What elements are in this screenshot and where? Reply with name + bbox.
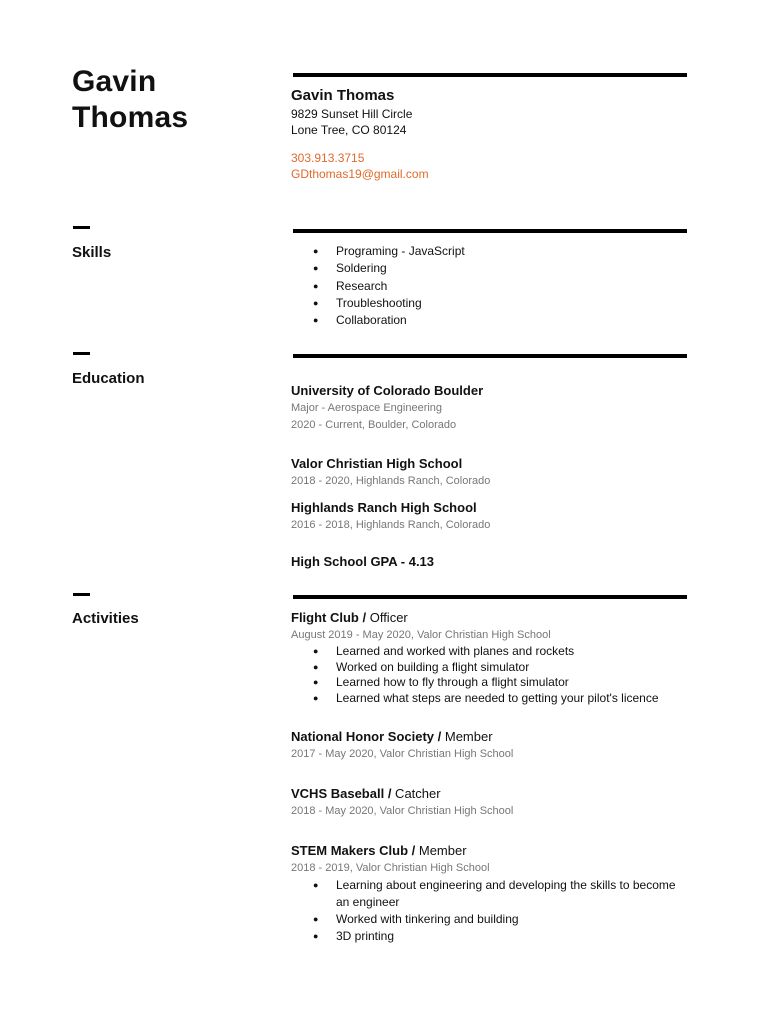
activity-meta: 2017 - May 2020, Valor Christian High School	[291, 748, 514, 760]
skill-item: ● Collaboration	[291, 312, 691, 329]
activities-heading: Activities	[72, 610, 139, 627]
activity-title	[291, 728, 691, 746]
activity-title	[291, 785, 691, 803]
phone-number[interactable]: 303.913.3715	[291, 151, 365, 165]
activity-org: Flight Club /	[291, 610, 367, 625]
contact-name: Gavin Thomas	[291, 87, 395, 104]
activity-title	[291, 609, 691, 627]
activities-dash	[73, 593, 90, 596]
education-heading: Education	[72, 370, 145, 387]
activity-org: National Honor Society /	[291, 729, 442, 744]
education-divider	[293, 354, 687, 358]
education-detail: Major - Aerospace Engineering	[291, 402, 443, 414]
activity-org: VCHS Baseball /	[291, 786, 392, 801]
skill-item: ● Programing - JavaScript	[291, 243, 691, 260]
activities-divider	[293, 595, 687, 599]
activity-bullet: ● Learned what steps are needed to getting your pilot's licence	[291, 691, 691, 707]
education-detail: 2016 - 2018, Highlands Ranch, Colorado	[291, 519, 491, 531]
first-name: Gavin	[72, 65, 157, 98]
email-link[interactable]: GDthomas19@gmail.com	[291, 167, 429, 181]
activity-bullet: ● 3D printing	[291, 928, 691, 945]
school-name: University of Colorado Boulder	[291, 383, 484, 398]
activity-entry	[291, 609, 691, 707]
activity-role: Officer	[366, 610, 408, 625]
activity-meta: 2018 - May 2020, Valor Christian High School	[291, 805, 514, 817]
activity-bullet: ● Learning about engineering and developing the skills to become an engineer	[291, 877, 691, 911]
skill-item: ● Soldering	[291, 260, 691, 277]
activity-bullet: ● Learned and worked with planes and rockets	[291, 644, 691, 660]
activity-meta: August 2019 - May 2020, Valor Christian High School	[291, 629, 551, 641]
skills-list-container	[291, 243, 691, 329]
skill-item: ● Research	[291, 278, 691, 295]
school-name: Valor Christian High School	[291, 456, 463, 471]
education-detail: 2018 - 2020, Highlands Ranch, Colorado	[291, 475, 491, 487]
activity-role: Member	[415, 843, 467, 858]
education-dash	[73, 352, 90, 355]
address-line-2: Lone Tree, CO 80124	[291, 123, 407, 137]
school-name: Highlands Ranch High School	[291, 500, 477, 515]
address-line-1: 9829 Sunset Hill Circle	[291, 107, 413, 121]
education-entry	[291, 499, 691, 534]
skills-dash	[73, 226, 90, 229]
activity-bullet: ● Worked on building a flight simulator	[291, 660, 691, 676]
contact-divider	[293, 73, 687, 77]
activity-bullet: ● Worked with tinkering and building	[291, 911, 691, 928]
activity-bullets	[291, 644, 691, 707]
skills-list	[291, 243, 691, 329]
education-entry	[291, 382, 691, 434]
activity-entry	[291, 728, 691, 763]
skills-divider	[293, 229, 687, 233]
education-entry	[291, 455, 691, 490]
activity-entry	[291, 842, 691, 945]
activity-entry	[291, 785, 691, 820]
gpa: High School GPA - 4.13	[291, 554, 435, 569]
activity-meta: 2018 - 2019, Valor Christian High School	[291, 862, 490, 874]
last-name: Thomas	[72, 101, 189, 134]
activity-role: Member	[441, 729, 493, 744]
activity-title	[291, 842, 691, 860]
activity-bullets	[291, 877, 691, 945]
activity-role: Catcher	[391, 786, 441, 801]
skill-item: ● Troubleshooting	[291, 295, 691, 312]
activity-bullet: ● Learned how to fly through a flight simulator	[291, 675, 691, 691]
education-detail: 2020 - Current, Boulder, Colorado	[291, 419, 457, 431]
resume-name-heading	[72, 64, 188, 136]
activity-org: STEM Makers Club /	[291, 843, 416, 858]
contact-block	[291, 86, 691, 182]
skills-heading: Skills	[72, 244, 112, 261]
